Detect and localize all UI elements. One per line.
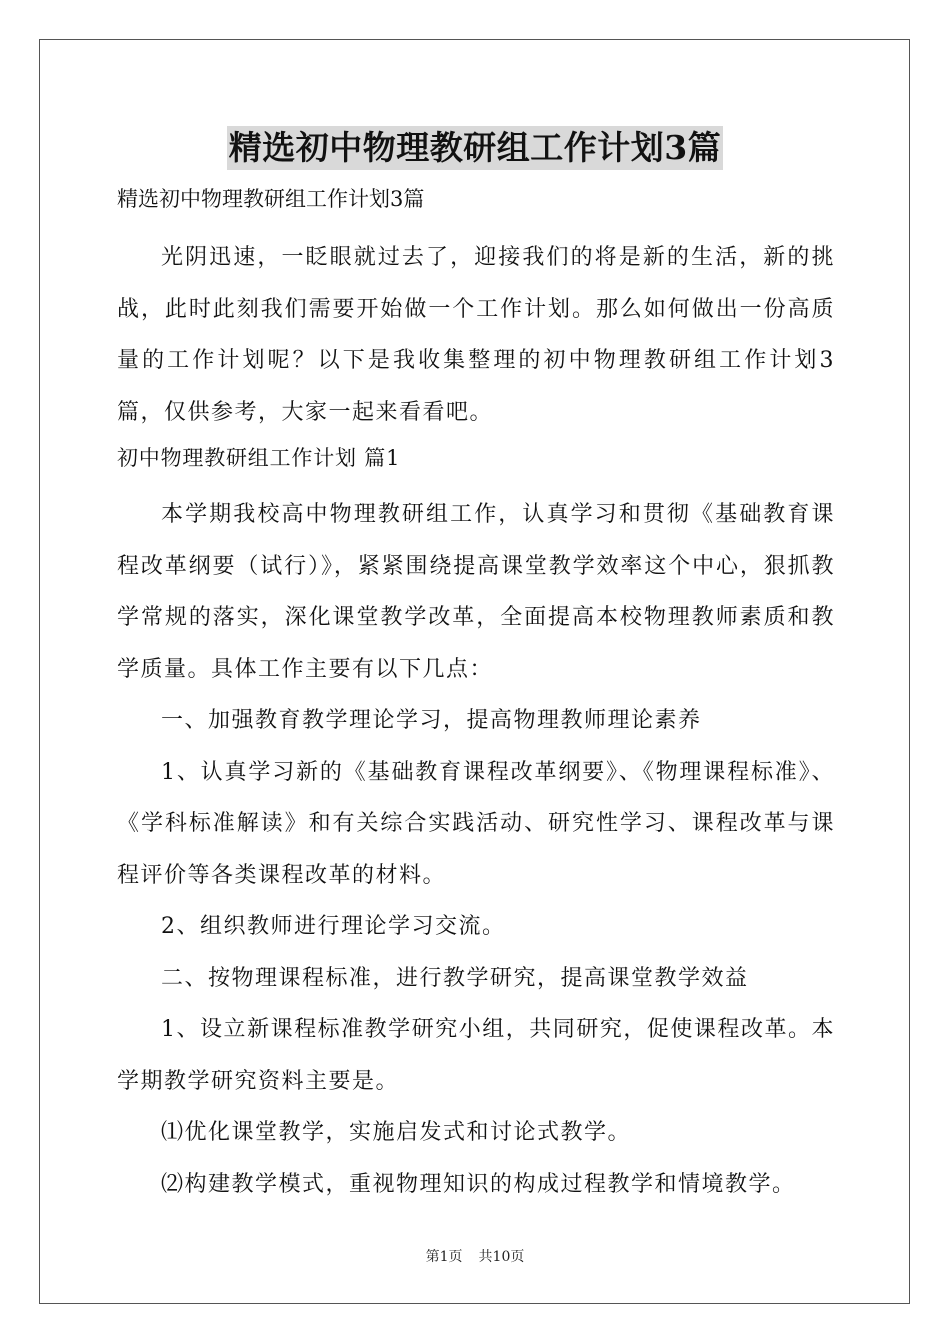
document-body: [117, 182, 835, 1210]
body-paragraph-2: 一、加强教育教学理论学习，提高物理教师理论素养: [161, 708, 702, 733]
page-number: 第1页: [425, 1249, 463, 1265]
body-paragraph-1: 本学期我校高中物理教研组工作，认真学习和贯彻《基础教育课程改革纲要（试行）》，紧紧围绕提高课堂教学效率这个中心，狠抓教学常规的落实，深化课堂教学改革，全面提高本校物理教师素质和教学质量。具体工作主要有以下几点：: [117, 502, 835, 682]
section-heading: 初中物理教研组工作计划 篇1: [117, 446, 401, 470]
body-paragraph-5: 二、按物理课程标准，进行教学研究，提高课堂教学效益: [161, 965, 749, 991]
document-subtitle: 精选初中物理教研组工作计划3篇: [117, 187, 425, 211]
body-paragraph-7: ⑴优化课堂教学，实施启发式和讨论式教学。: [161, 1120, 632, 1145]
body-paragraph-4: 2、组织教师进行理论学习交流。: [161, 914, 506, 939]
intro-paragraph: 光阴迅速，一眨眼就过去了，迎接我们的将是新的生活，新的挑战，此时此刻我们需要开始做一个工作计划。那么如何做出一份高质量的工作计划呢？以下是我收集整理的初中物理教研组工作计划3篇，仅供参考，大家一起来看看吧。: [117, 245, 835, 425]
body-paragraph-3: 1、认真学习新的《基础教育课程改革纲要》、《物理课程标准》、《学科标准解读》和有关综合实践活动、研究性学习、课程改革与课程评价等各类课程改革的材料。: [117, 759, 835, 888]
document-title: 精选初中物理教研组工作计划3篇: [227, 126, 723, 170]
body-paragraph-6: 1、设立新课程标准教学研究小组，共同研究，促使课程改革。本学期教学研究资料主要是。: [117, 1017, 835, 1094]
title-wrapper: [0, 126, 950, 170]
body-paragraph-8: ⑵构建教学模式，重视物理知识的构成过程教学和情境教学。: [161, 1171, 796, 1197]
page-footer: [0, 1246, 950, 1266]
page-total: 共10页: [478, 1249, 525, 1265]
